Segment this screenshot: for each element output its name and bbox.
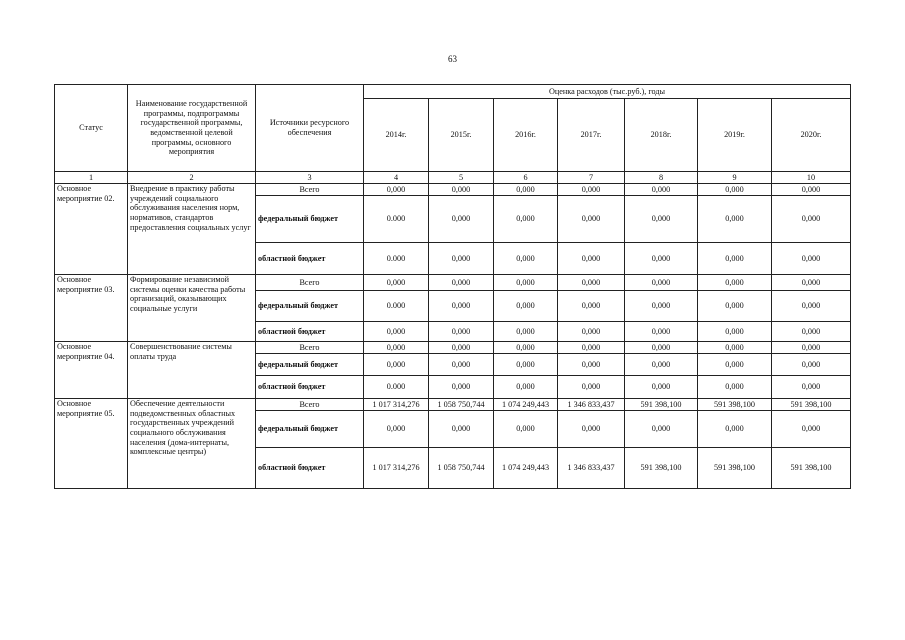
value-cell: 1 017 314,276 [364, 448, 429, 489]
value-cell: 0,000 [625, 291, 698, 322]
column-number: 5 [429, 172, 494, 184]
value-cell: 0,000 [625, 275, 698, 291]
value-cell: 1 346 833,437 [558, 399, 625, 411]
column-number: 2 [128, 172, 256, 184]
source-cell: Всего [256, 275, 364, 291]
column-number: 8 [625, 172, 698, 184]
value-cell: 0,000 [364, 275, 429, 291]
value-cell: 0,000 [772, 196, 851, 243]
status-cell: Основное мероприятие 03. [55, 275, 128, 342]
source-cell: областной бюджет [256, 243, 364, 275]
value-cell: 0,000 [364, 411, 429, 448]
header-source: Источники ресурсного обеспечения [256, 85, 364, 172]
value-cell: 0.000 [364, 196, 429, 243]
value-cell: 0,000 [698, 184, 772, 196]
table-row [55, 275, 851, 291]
value-cell: 0,000 [429, 184, 494, 196]
value-cell: 0,000 [625, 376, 698, 399]
value-cell: 1 074 249,443 [494, 448, 558, 489]
value-cell: 0,000 [429, 342, 494, 354]
value-cell: 0.000 [364, 243, 429, 275]
source-cell: областной бюджет [256, 376, 364, 399]
value-cell: 0,000 [494, 411, 558, 448]
value-cell: 0,000 [494, 342, 558, 354]
activity-name-cell: Внедрение в практику работы учреждений социального обслуживания населения норм, нормативов, стандартов предоставления социальных услуг [128, 184, 256, 275]
value-cell: 0,000 [772, 354, 851, 376]
value-cell: 0.000 [364, 291, 429, 322]
page-number: 63 [448, 54, 457, 64]
value-cell: 0,000 [698, 275, 772, 291]
value-cell: 0,000 [364, 342, 429, 354]
value-cell: 0,000 [494, 322, 558, 342]
value-cell: 0,000 [494, 196, 558, 243]
value-cell: 0,000 [364, 354, 429, 376]
value-cell: 0,000 [494, 184, 558, 196]
value-cell: 0,000 [625, 196, 698, 243]
source-cell: Всего [256, 342, 364, 354]
value-cell: 0,000 [625, 354, 698, 376]
value-cell: 0,000 [429, 376, 494, 399]
source-cell: областной бюджет [256, 448, 364, 489]
value-cell: 0,000 [429, 275, 494, 291]
value-cell: 0,000 [558, 275, 625, 291]
column-number: 6 [494, 172, 558, 184]
value-cell: 1 058 750,744 [429, 448, 494, 489]
value-cell: 0.000 [364, 376, 429, 399]
source-cell: федеральный бюджет [256, 291, 364, 322]
header-year: 2015г. [429, 99, 494, 172]
activity-name-cell: Обеспечение деятельности подведомственных областных государственных учреждений социального обслуживания населения (дома-интернаты, комплексные центры) [128, 399, 256, 489]
value-cell: 0,000 [558, 342, 625, 354]
value-cell: 0,000 [494, 243, 558, 275]
source-cell: федеральный бюджет [256, 196, 364, 243]
budget-table [54, 84, 851, 489]
value-cell: 0,000 [625, 322, 698, 342]
activity-name-cell: Формирование независимой системы оценки качества работы организаций, оказывающих социальные услуги [128, 275, 256, 342]
value-cell: 591 398,100 [772, 448, 851, 489]
value-cell: 0,000 [625, 342, 698, 354]
value-cell: 0,000 [429, 354, 494, 376]
value-cell: 0,000 [698, 354, 772, 376]
value-cell: 0,000 [558, 411, 625, 448]
value-cell: 1 058 750,744 [429, 399, 494, 411]
value-cell: 1 074 249,443 [494, 399, 558, 411]
value-cell: 0,000 [494, 275, 558, 291]
source-cell: федеральный бюджет [256, 354, 364, 376]
value-cell: 0,000 [772, 291, 851, 322]
value-cell: 0,000 [494, 291, 558, 322]
header-year: 2020г. [772, 99, 851, 172]
value-cell: 0,000 [558, 243, 625, 275]
value-cell: 0,000 [698, 196, 772, 243]
source-cell: областной бюджет [256, 322, 364, 342]
value-cell: 591 398,100 [698, 399, 772, 411]
value-cell: 1 346 833,437 [558, 448, 625, 489]
value-cell: 0,000 [558, 196, 625, 243]
value-cell: 0,000 [494, 376, 558, 399]
column-number: 1 [55, 172, 128, 184]
source-cell: Всего [256, 184, 364, 196]
value-cell: 0,000 [698, 342, 772, 354]
value-cell: 0,000 [625, 411, 698, 448]
value-cell: 0,000 [772, 342, 851, 354]
value-cell: 0,000 [625, 243, 698, 275]
table-row [55, 184, 851, 196]
value-cell: 0,000 [429, 322, 494, 342]
value-cell: 0,000 [698, 376, 772, 399]
value-cell: 0,000 [558, 322, 625, 342]
header-year: 2019г. [698, 99, 772, 172]
value-cell: 0,000 [772, 376, 851, 399]
value-cell: 591 398,100 [625, 448, 698, 489]
value-cell: 0,000 [698, 243, 772, 275]
value-cell: 0,000 [698, 411, 772, 448]
status-cell: Основное мероприятие 04. [55, 342, 128, 399]
column-number: 4 [364, 172, 429, 184]
value-cell: 0,000 [698, 291, 772, 322]
column-number: 9 [698, 172, 772, 184]
value-cell: 0,000 [429, 411, 494, 448]
value-cell: 0,000 [698, 322, 772, 342]
status-cell: Основное мероприятие 02. [55, 184, 128, 275]
value-cell: 591 398,100 [772, 399, 851, 411]
value-cell: 0,000 [558, 184, 625, 196]
header-estimate: Оценка расходов (тыс.руб.), годы [364, 85, 851, 99]
header-year: 2017г. [558, 99, 625, 172]
value-cell: 591 398,100 [698, 448, 772, 489]
table-row [55, 342, 851, 354]
column-number: 7 [558, 172, 625, 184]
header-year: 2018г. [625, 99, 698, 172]
value-cell: 0,000 [364, 184, 429, 196]
value-cell: 1 017 314,276 [364, 399, 429, 411]
column-number: 3 [256, 172, 364, 184]
value-cell: 0,000 [772, 275, 851, 291]
column-number: 10 [772, 172, 851, 184]
value-cell: 0,000 [429, 243, 494, 275]
source-cell: Всего [256, 399, 364, 411]
value-cell: 591 398,100 [625, 399, 698, 411]
table-row [55, 399, 851, 411]
value-cell: 0,000 [558, 354, 625, 376]
value-cell: 0,000 [429, 291, 494, 322]
value-cell: 0,000 [772, 184, 851, 196]
source-cell: федеральный бюджет [256, 411, 364, 448]
value-cell: 0,000 [772, 411, 851, 448]
header-year: 2016г. [494, 99, 558, 172]
header-name: Наименование государственной программы, подпрограммы государственной программы, ведомственной целевой программы, основного мероприятия [128, 85, 256, 172]
value-cell: 0,000 [625, 184, 698, 196]
value-cell: 0,000 [558, 291, 625, 322]
value-cell: 0,000 [494, 354, 558, 376]
value-cell: 0,000 [772, 243, 851, 275]
value-cell: 0,000 [429, 196, 494, 243]
status-cell: Основное мероприятие 05. [55, 399, 128, 489]
value-cell: 0,000 [558, 376, 625, 399]
header-status: Статус [55, 85, 128, 172]
value-cell: 0,000 [364, 322, 429, 342]
header-year: 2014г. [364, 99, 429, 172]
value-cell: 0,000 [772, 322, 851, 342]
activity-name-cell: Совершенствование системы оплаты труда [128, 342, 256, 399]
